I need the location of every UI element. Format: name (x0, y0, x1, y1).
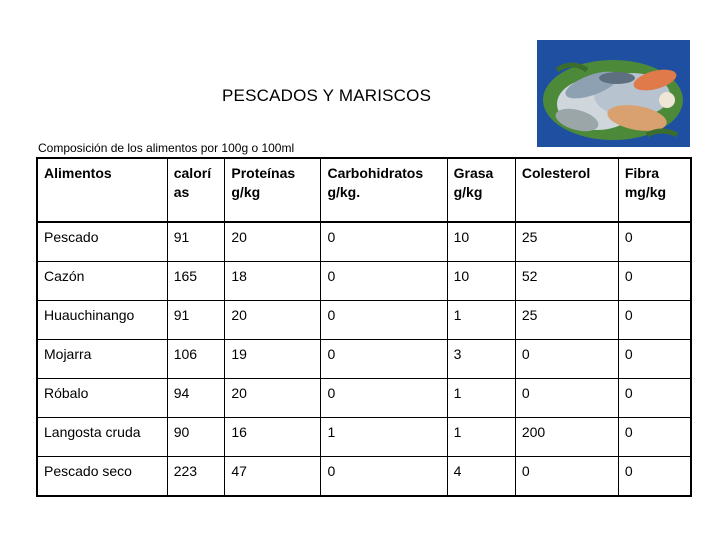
cell-fiber: 0 (618, 457, 691, 497)
cell-calories: 165 (167, 262, 225, 301)
page-title: PESCADOS Y MARISCOS (222, 86, 432, 105)
cell-calories: 91 (167, 301, 225, 340)
cell-protein: 18 (225, 262, 321, 301)
cell-fiber: 0 (618, 222, 691, 262)
cell-carbs: 0 (321, 222, 447, 262)
table-row (37, 379, 691, 418)
cell-food: Pescado seco (37, 457, 167, 497)
cell-carbs: 0 (321, 262, 447, 301)
cell-cholesterol: 0 (515, 340, 618, 379)
cell-food: Mojarra (37, 340, 167, 379)
cell-fat: 1 (447, 379, 515, 418)
cell-calories: 94 (167, 379, 225, 418)
cell-fat: 10 (447, 262, 515, 301)
cell-cholesterol: 25 (515, 222, 618, 262)
cell-fat: 3 (447, 340, 515, 379)
header-alimentos: Alimentos (37, 158, 167, 222)
cell-carbs: 0 (321, 340, 447, 379)
header-calorias: calorí as (167, 158, 225, 222)
cell-fat: 1 (447, 301, 515, 340)
table-row (37, 262, 691, 301)
cell-fiber: 0 (618, 262, 691, 301)
header-grasa: Grasa g/kg (447, 158, 515, 222)
header-carbohidratos: Carbohidratos g/kg. (321, 158, 447, 222)
cell-cholesterol: 0 (515, 379, 618, 418)
table-row (37, 457, 691, 497)
cell-cholesterol: 0 (515, 457, 618, 497)
cell-fiber: 0 (618, 340, 691, 379)
cell-food: Cazón (37, 262, 167, 301)
cell-protein: 20 (225, 301, 321, 340)
cell-carbs: 0 (321, 457, 447, 497)
cell-food: Pescado (37, 222, 167, 262)
table-caption: Composición de los alimentos por 100g o 100ml (38, 141, 295, 155)
cell-food: Róbalo (37, 379, 167, 418)
table-row (37, 301, 691, 340)
cell-calories: 106 (167, 340, 225, 379)
seafood-photo (537, 40, 690, 147)
cell-calories: 91 (167, 222, 225, 262)
table-row (37, 340, 691, 379)
nutrition-table (36, 157, 692, 497)
cell-fat: 4 (447, 457, 515, 497)
cell-carbs: 0 (321, 379, 447, 418)
cell-cholesterol: 52 (515, 262, 618, 301)
cell-cholesterol: 200 (515, 418, 618, 457)
cell-cholesterol: 25 (515, 301, 618, 340)
table-row (37, 418, 691, 457)
cell-fat: 1 (447, 418, 515, 457)
seafood-photo-icon (537, 40, 690, 147)
table-row (37, 222, 691, 262)
cell-calories: 223 (167, 457, 225, 497)
cell-calories: 90 (167, 418, 225, 457)
header-proteinas: Proteínas g/kg (225, 158, 321, 222)
cell-carbs: 1 (321, 418, 447, 457)
cell-protein: 47 (225, 457, 321, 497)
cell-fat: 10 (447, 222, 515, 262)
cell-fiber: 0 (618, 418, 691, 457)
cell-carbs: 0 (321, 301, 447, 340)
cell-protein: 20 (225, 222, 321, 262)
cell-food: Langosta cruda (37, 418, 167, 457)
cell-fiber: 0 (618, 301, 691, 340)
header-colesterol: Colesterol (515, 158, 618, 222)
cell-food: Huauchinango (37, 301, 167, 340)
header-fibra: Fibra mg/kg (618, 158, 691, 222)
cell-protein: 19 (225, 340, 321, 379)
cell-protein: 16 (225, 418, 321, 457)
cell-fiber: 0 (618, 379, 691, 418)
cell-protein: 20 (225, 379, 321, 418)
table-header-row (37, 158, 691, 222)
